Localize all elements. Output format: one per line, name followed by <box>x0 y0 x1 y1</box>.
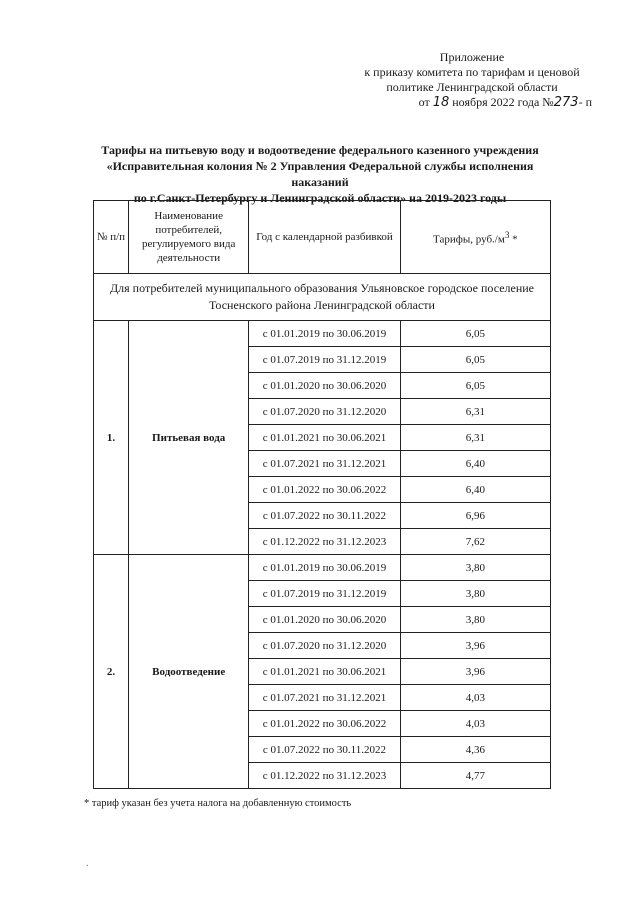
rate-cell: 4,36 <box>400 737 550 763</box>
period-cell: с 01.12.2022 по 31.12.2023 <box>249 763 400 789</box>
period-cell: с 01.07.2022 по 30.11.2022 <box>249 503 400 529</box>
appendix-block <box>352 50 592 110</box>
order-suffix: - п <box>578 95 592 109</box>
rate-cell: 3,96 <box>400 659 550 685</box>
rate-cell: 3,80 <box>400 607 550 633</box>
period-cell: с 01.01.2019 по 30.06.2019 <box>249 555 400 581</box>
period-cell: с 01.01.2021 по 30.06.2021 <box>249 425 400 451</box>
header-rate-suffix: * <box>509 233 518 246</box>
rate-cell: 4,03 <box>400 685 550 711</box>
order-number-handwritten: 273 <box>553 95 579 110</box>
period-cell: с 01.01.2022 по 30.06.2022 <box>249 477 400 503</box>
rate-cell: 6,05 <box>400 373 550 399</box>
footnote: * тариф указан без учета налога на добавленную стоимость <box>84 798 352 809</box>
period-cell: с 01.07.2022 по 30.11.2022 <box>249 737 400 763</box>
period-cell: с 01.01.2019 по 30.06.2019 <box>249 321 400 347</box>
rate-cell: 6,05 <box>400 347 550 373</box>
section-name: Водоотведение <box>129 555 249 789</box>
rate-cell: 6,31 <box>400 425 550 451</box>
section-number: 1. <box>94 321 129 555</box>
period-cell: с 01.01.2020 по 30.06.2020 <box>249 607 400 633</box>
section-name: Питьевая вода <box>129 321 249 555</box>
tariffs-table <box>93 200 551 789</box>
period-cell: с 01.07.2019 по 31.12.2019 <box>249 347 400 373</box>
period-cell: с 01.07.2021 по 31.12.2021 <box>249 685 400 711</box>
rate-cell: 6,31 <box>400 399 550 425</box>
consumer-group-label <box>94 274 551 321</box>
scan-dot-mark: . <box>86 858 89 869</box>
rate-cell: 3,80 <box>400 581 550 607</box>
rate-cell: 3,96 <box>400 633 550 659</box>
section-number: 2. <box>94 555 129 789</box>
period-cell: с 01.07.2021 по 31.12.2021 <box>249 451 400 477</box>
period-cell: с 01.07.2019 по 31.12.2019 <box>249 581 400 607</box>
appendix-title: Приложение <box>439 50 505 64</box>
period-cell: с 01.01.2022 по 30.06.2022 <box>249 711 400 737</box>
period-cell: с 01.07.2020 по 31.12.2020 <box>249 399 400 425</box>
header-rate-text: Тарифы, руб./м <box>433 233 505 246</box>
consumer-group-line-1: Для потребителей муниципального образования Ульяновское городское поселение <box>109 281 534 295</box>
date-prefix: от <box>418 95 430 109</box>
rate-cell: 4,77 <box>400 763 550 789</box>
title-line-1: Тарифы на питьевую воду и водоотведение федерального казенного учреждения <box>101 143 539 157</box>
header-rate <box>400 201 550 274</box>
date-mid: ноября 2022 года № <box>452 95 554 109</box>
rate-cell: 6,96 <box>400 503 550 529</box>
header-name: Наименование потребителей, регулируемого вида деятельности <box>129 201 249 274</box>
appendix-order-line: к приказу комитета по тарифам и ценовой <box>364 65 580 79</box>
period-cell: с 01.12.2022 по 31.12.2023 <box>249 529 400 555</box>
title-line-2: «Исправительная колония № 2 Управления Федеральной службы исполнения наказаний <box>106 159 534 189</box>
rate-cell: 6,40 <box>400 477 550 503</box>
header-rate-sup: 3 <box>504 229 510 240</box>
period-cell: с 01.07.2020 по 31.12.2020 <box>249 633 400 659</box>
consumer-group-row <box>94 274 551 321</box>
table-row <box>94 555 551 581</box>
rate-cell: 4,03 <box>400 711 550 737</box>
consumer-group-line-2: Тосненского района Ленинградской области <box>209 298 435 312</box>
header-period: Год с календарной разбивкой <box>249 201 400 274</box>
rate-cell: 6,40 <box>400 451 550 477</box>
appendix-date-line <box>352 95 592 110</box>
period-cell: с 01.01.2021 по 30.06.2021 <box>249 659 400 685</box>
date-day-handwritten: 18 <box>432 95 450 110</box>
table-row <box>94 321 551 347</box>
period-cell: с 01.01.2020 по 30.06.2020 <box>249 373 400 399</box>
table-header-row <box>94 201 551 274</box>
header-num: № п/п <box>94 201 129 274</box>
title-line-3: по г.Санкт-Петербургу и Ленинградской области» на 2019-2023 годы <box>133 191 507 205</box>
rate-cell: 7,62 <box>400 529 550 555</box>
rate-cell: 6,05 <box>400 321 550 347</box>
appendix-committee-line: политике Ленинградской области <box>386 80 558 94</box>
document-title <box>90 142 550 206</box>
rate-cell: 3,80 <box>400 555 550 581</box>
